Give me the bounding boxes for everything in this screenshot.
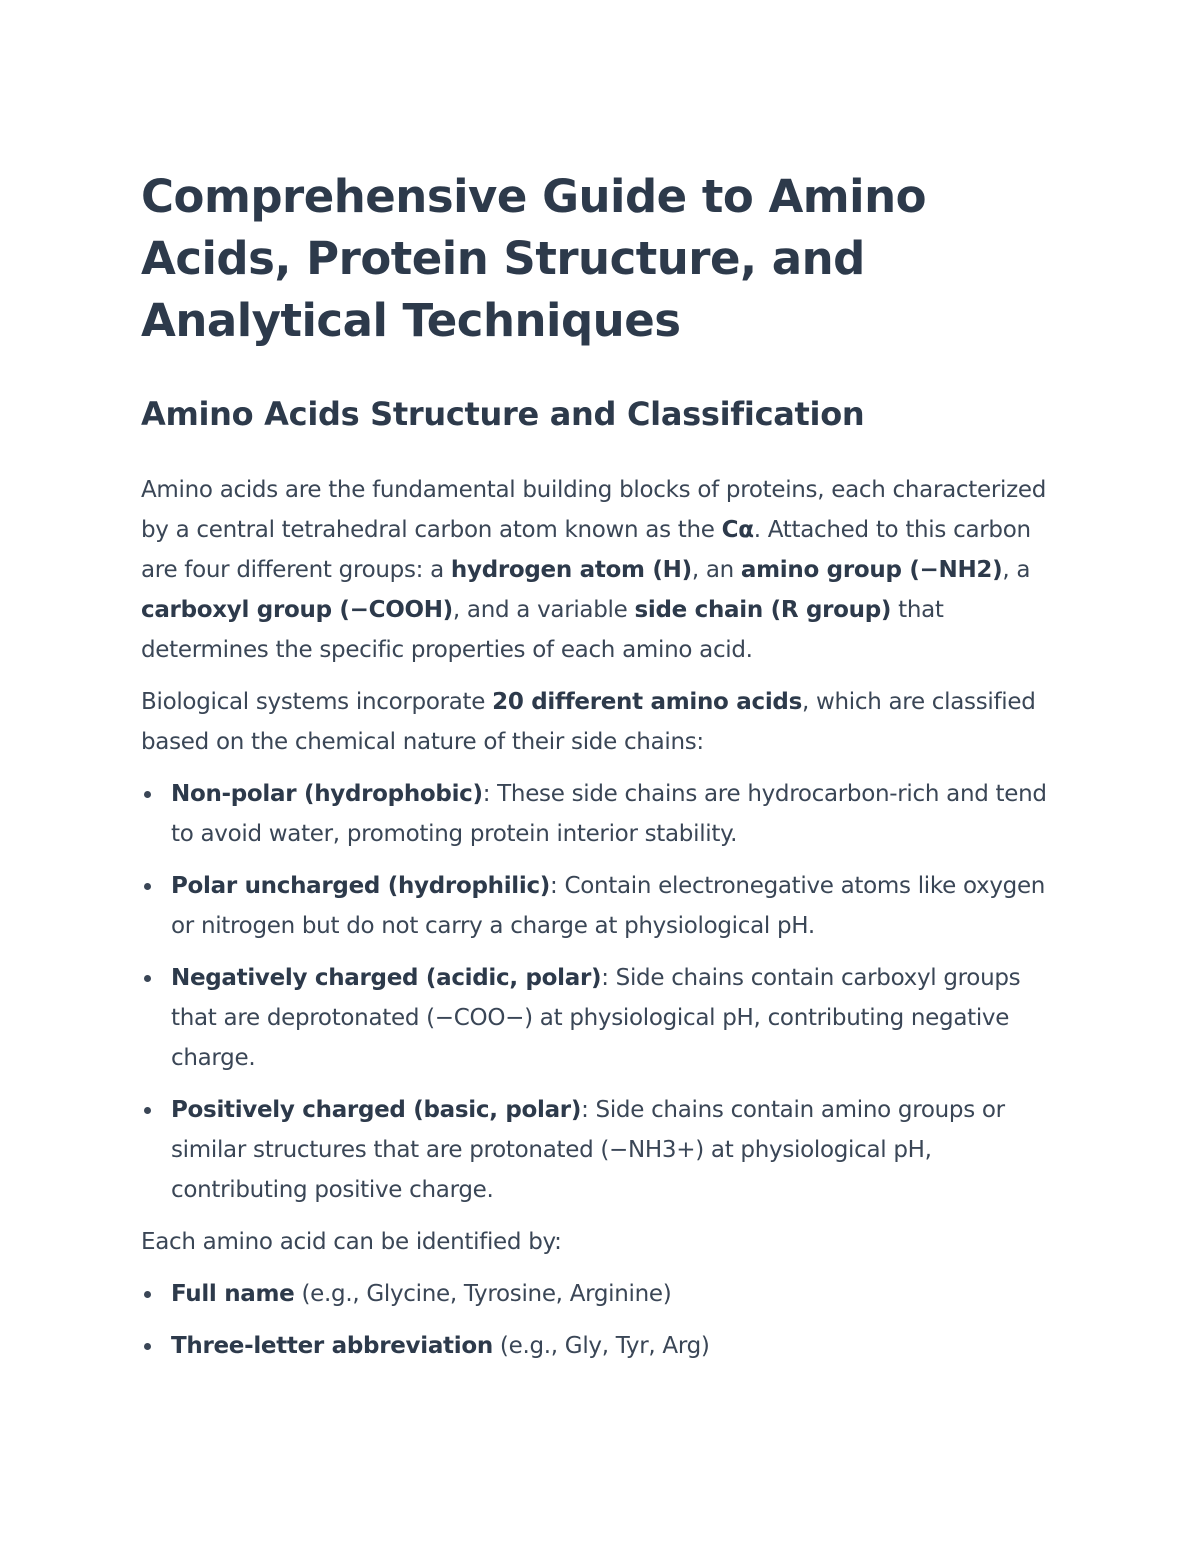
- list-item: [141, 1090, 1062, 1210]
- text-run: , which are classified based on the chemical nature of their side chains:: [141, 689, 1036, 755]
- list-item-text: (e.g., Gly, Tyr, Arg): [492, 1333, 710, 1359]
- text-run: , and a variable: [452, 597, 635, 623]
- list-item-text: : Contain electronegative atoms like oxygen or nitrogen but do not carry a charge at physiological pH.: [171, 873, 1046, 939]
- list-item: [141, 1326, 1062, 1366]
- bold-term: Negatively charged (acidic, polar): [171, 965, 602, 991]
- bold-term: side chain (R group): [634, 597, 892, 623]
- list-item: [141, 866, 1062, 946]
- text-run: , a: [1002, 557, 1031, 583]
- bold-term: Non-polar (hydrophobic): [171, 781, 483, 807]
- list-item: [141, 958, 1062, 1078]
- identifier-list: [141, 1274, 1062, 1366]
- bold-term: carboxyl group (−COOH): [141, 597, 453, 623]
- bullet-icon: [144, 1343, 151, 1350]
- list-item-text: : These side chains are hydrocarbon-rich and tend to avoid water, promoting protein interior stability.: [171, 781, 1047, 847]
- bullet-icon: [144, 1291, 151, 1298]
- bold-term: Cα: [721, 517, 754, 543]
- bullet-icon: [144, 883, 151, 890]
- text-run: Amino acids are the fundamental building blocks of proteins, each characterized by a central tetrahedral carbon atom known as the: [141, 477, 1046, 543]
- list-item-text: : Side chains contain amino groups or similar structures that are protonated (−NH3+) at physiological pH, contributing positive charge.: [171, 1097, 1005, 1203]
- intro-paragraph: [141, 470, 1062, 670]
- list-item-text: : Side chains contain carboxyl groups that are deprotonated (−COO−) at physiological pH, contributing negative charge.: [171, 965, 1021, 1071]
- bold-term: 20 different amino acids: [492, 689, 802, 715]
- list-item: [141, 1274, 1062, 1314]
- text-run: that determines the specific properties of each amino acid.: [141, 597, 944, 663]
- list-item: [141, 774, 1062, 854]
- identify-paragraph: Each amino acid can be identified by:: [141, 1229, 562, 1255]
- bold-term: Polar uncharged (hydrophilic): [171, 873, 550, 899]
- bold-term: Full name: [171, 1281, 295, 1307]
- bold-term: Positively charged (basic, polar): [171, 1097, 582, 1123]
- section-heading: Amino Acids Structure and Classification: [141, 395, 865, 433]
- bold-term: hydrogen atom (H): [450, 557, 692, 583]
- classification-list: [141, 774, 1062, 1210]
- bold-term: Three-letter abbreviation: [171, 1333, 493, 1359]
- systems-paragraph: [141, 682, 1062, 762]
- bullet-icon: [144, 975, 151, 982]
- bullet-icon: [144, 1107, 151, 1114]
- text-run: . Attached to this carbon are four different groups: a: [141, 517, 1031, 583]
- text-run: , an: [691, 557, 741, 583]
- text-run: Biological systems incorporate: [141, 689, 493, 715]
- list-item-text: (e.g., Glycine, Tyrosine, Arginine): [294, 1281, 672, 1307]
- document-title: Comprehensive Guide to Amino Acids, Protein Structure, and Analytical Techniques: [141, 170, 927, 347]
- bold-term: amino group (−NH2): [740, 557, 1003, 583]
- bullet-icon: [144, 791, 151, 798]
